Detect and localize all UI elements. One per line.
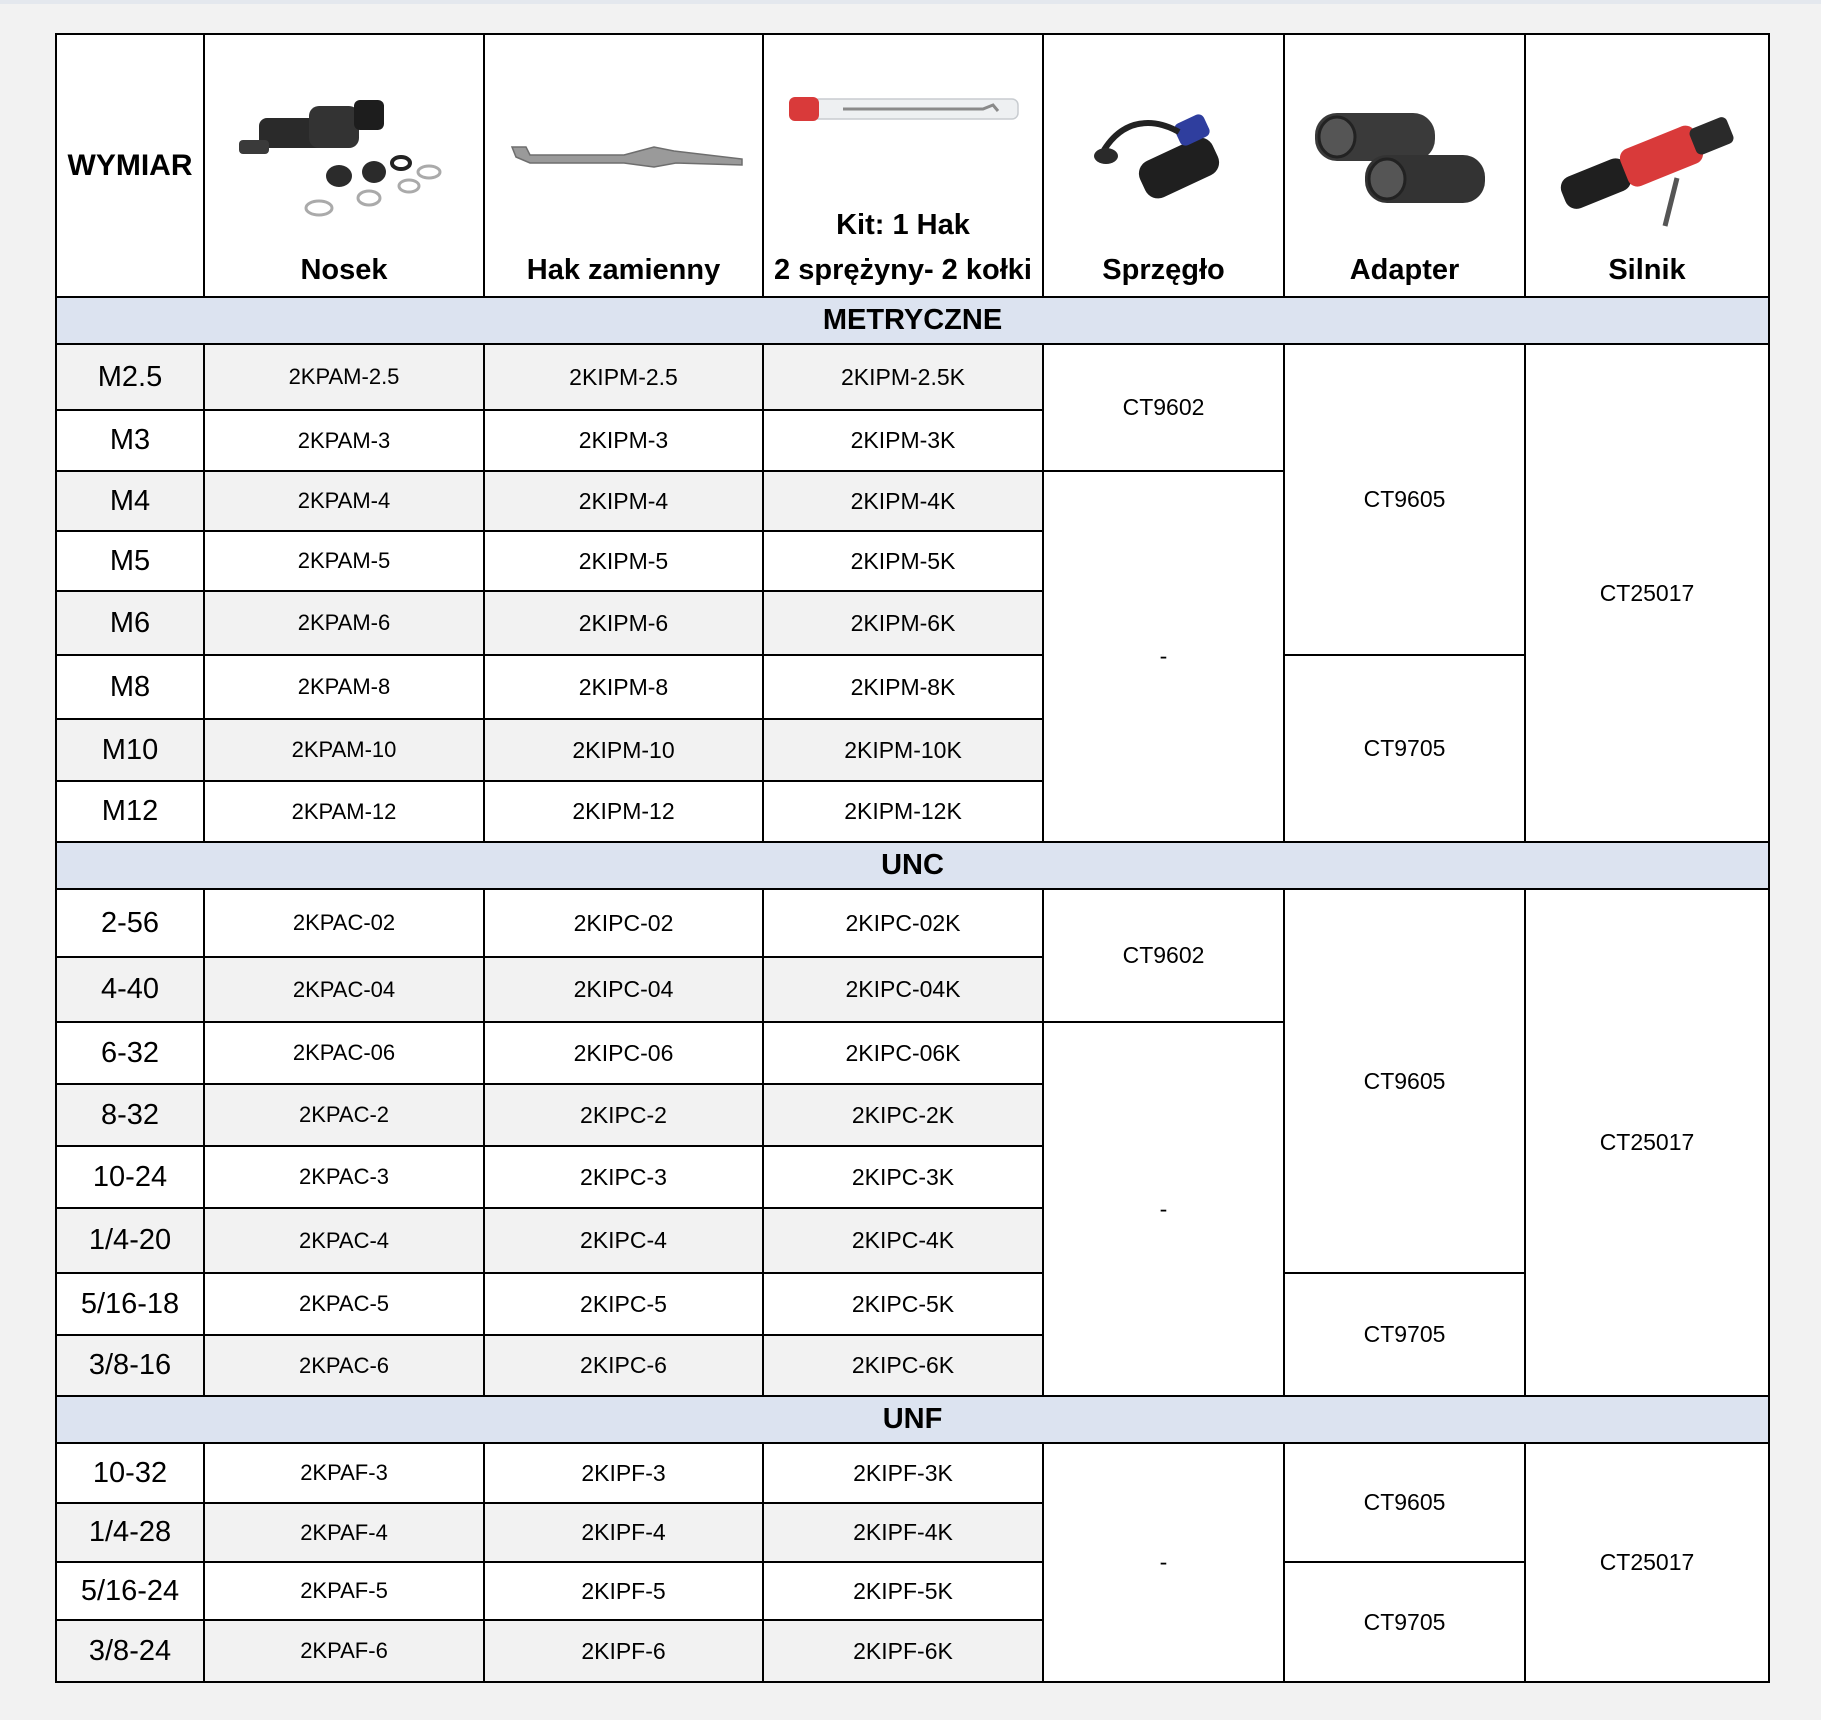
size-cell: 6-32 bbox=[56, 1022, 204, 1084]
motor-cell: CT25017 bbox=[1525, 344, 1769, 842]
nose-cell: 2KPAC-3 bbox=[204, 1146, 484, 1208]
size-cell: M3 bbox=[56, 410, 204, 471]
kit-cell: 2KIPF-4K bbox=[763, 1503, 1043, 1562]
hook-cell: 2KIPC-06 bbox=[484, 1022, 763, 1084]
header-motor bbox=[1525, 34, 1769, 297]
section-title: UNC bbox=[56, 842, 1769, 889]
nose-piece-kit-icon bbox=[229, 88, 459, 238]
adapter-cell: CT9705 bbox=[1284, 655, 1525, 842]
header-coupling-label: Sprzęgło bbox=[1102, 254, 1225, 286]
size-cell: M8 bbox=[56, 655, 204, 719]
size-cell: 4-40 bbox=[56, 957, 204, 1022]
hook-cell: 2KIPM-10 bbox=[484, 719, 763, 781]
size-cell: 1/4-28 bbox=[56, 1503, 204, 1562]
replacement-hook-icon bbox=[504, 133, 744, 193]
hook-cell: 2KIPC-4 bbox=[484, 1208, 763, 1273]
kit-cell: 2KIPC-02K bbox=[763, 889, 1043, 957]
table-row bbox=[56, 1443, 1769, 1503]
hook-cell: 2KIPC-5 bbox=[484, 1273, 763, 1335]
kit-cell: 2KIPM-4K bbox=[763, 471, 1043, 531]
header-row bbox=[56, 34, 1769, 297]
nose-cell: 2KPAC-06 bbox=[204, 1022, 484, 1084]
kit-cell: 2KIPF-3K bbox=[763, 1443, 1043, 1503]
size-cell: M6 bbox=[56, 591, 204, 655]
header-hook-label: Hak zamienny bbox=[526, 254, 721, 286]
hook-cell: 2KIPM-12 bbox=[484, 781, 763, 842]
size-cell: 5/16-24 bbox=[56, 1562, 204, 1620]
kit-cell: 2KIPM-2.5K bbox=[763, 344, 1043, 410]
hook-cell: 2KIPM-5 bbox=[484, 531, 763, 591]
adapter-cell: CT9705 bbox=[1284, 1273, 1525, 1396]
size-cell: 2-56 bbox=[56, 889, 204, 957]
adapter-cell: CT9605 bbox=[1284, 344, 1525, 655]
spring-kit-tube-icon bbox=[783, 91, 1023, 131]
section-row-unc bbox=[56, 842, 1769, 889]
motor-cell: CT25017 bbox=[1525, 1443, 1769, 1682]
kit-cell: 2KIPC-4K bbox=[763, 1208, 1043, 1273]
header-coupling bbox=[1043, 34, 1284, 297]
nose-cell: 2KPAC-4 bbox=[204, 1208, 484, 1273]
header-nose-label: Nosek bbox=[300, 254, 388, 286]
kit-cell: 2KIPM-6K bbox=[763, 591, 1043, 655]
nose-cell: 2KPAM-6 bbox=[204, 591, 484, 655]
kit-cell: 2KIPM-10K bbox=[763, 719, 1043, 781]
adapter-cell: CT9605 bbox=[1284, 1443, 1525, 1562]
nose-cell: 2KPAC-5 bbox=[204, 1273, 484, 1335]
hook-cell: 2KIPF-5 bbox=[484, 1562, 763, 1620]
kit-cell: 2KIPM-3K bbox=[763, 410, 1043, 471]
kit-cell: 2KIPM-12K bbox=[763, 781, 1043, 842]
kit-cell: 2KIPM-5K bbox=[763, 531, 1043, 591]
header-size: WYMIAR bbox=[56, 34, 204, 297]
kit-cell: 2KIPC-6K bbox=[763, 1335, 1043, 1396]
hook-cell: 2KIPM-6 bbox=[484, 591, 763, 655]
size-cell: M4 bbox=[56, 471, 204, 531]
nose-cell: 2KPAF-5 bbox=[204, 1562, 484, 1620]
header-kit bbox=[763, 34, 1043, 297]
hook-cell: 2KIPM-3 bbox=[484, 410, 763, 471]
table-row bbox=[56, 1562, 1769, 1620]
nose-cell: 2KPAF-3 bbox=[204, 1443, 484, 1503]
size-cell: M2.5 bbox=[56, 344, 204, 410]
section-title: UNF bbox=[56, 1396, 1769, 1443]
coupling-cell: - bbox=[1043, 1022, 1284, 1396]
kit-cell: 2KIPC-2K bbox=[763, 1084, 1043, 1146]
table-row bbox=[56, 1273, 1769, 1335]
hook-cell: 2KIPC-04 bbox=[484, 957, 763, 1022]
size-cell: 3/8-16 bbox=[56, 1335, 204, 1396]
kit-cell: 2KIPC-04K bbox=[763, 957, 1043, 1022]
kit-cell: 2KIPC-3K bbox=[763, 1146, 1043, 1208]
header-adapter-label: Adapter bbox=[1349, 254, 1460, 286]
nose-cell: 2KPAF-4 bbox=[204, 1503, 484, 1562]
section-title: METRYCZNE bbox=[56, 297, 1769, 344]
nose-cell: 2KPAM-2.5 bbox=[204, 344, 484, 410]
coupling-cell: - bbox=[1043, 471, 1284, 842]
section-row-metric bbox=[56, 297, 1769, 344]
table-row bbox=[56, 655, 1769, 719]
header-nose bbox=[204, 34, 484, 297]
nose-cell: 2KPAM-3 bbox=[204, 410, 484, 471]
size-cell: 3/8-24 bbox=[56, 1620, 204, 1682]
hook-cell: 2KIPC-2 bbox=[484, 1084, 763, 1146]
nose-cell: 2KPAM-10 bbox=[204, 719, 484, 781]
top-divider bbox=[0, 0, 1821, 4]
coupling-cell: CT9602 bbox=[1043, 889, 1284, 1022]
header-motor-label: Silnik bbox=[1608, 254, 1686, 286]
size-cell: 1/4-20 bbox=[56, 1208, 204, 1273]
header-kit-label-2: 2 sprężyny- 2 kołki bbox=[774, 254, 1032, 286]
kit-cell: 2KIPF-6K bbox=[763, 1620, 1043, 1682]
section-row-unf bbox=[56, 1396, 1769, 1443]
spec-table-container bbox=[55, 33, 1768, 1683]
size-cell: 10-24 bbox=[56, 1146, 204, 1208]
size-cell: M5 bbox=[56, 531, 204, 591]
hook-cell: 2KIPF-6 bbox=[484, 1620, 763, 1682]
nose-cell: 2KPAM-4 bbox=[204, 471, 484, 531]
table-row bbox=[56, 344, 1769, 410]
hook-cell: 2KIPC-02 bbox=[484, 889, 763, 957]
hook-cell: 2KIPC-3 bbox=[484, 1146, 763, 1208]
hook-cell: 2KIPM-2.5 bbox=[484, 344, 763, 410]
nose-cell: 2KPAM-12 bbox=[204, 781, 484, 842]
header-hook bbox=[484, 34, 763, 297]
size-cell: 8-32 bbox=[56, 1084, 204, 1146]
coupling-cell: CT9602 bbox=[1043, 344, 1284, 471]
size-cell: M10 bbox=[56, 719, 204, 781]
nose-cell: 2KPAC-2 bbox=[204, 1084, 484, 1146]
nose-cell: 2KPAC-02 bbox=[204, 889, 484, 957]
header-kit-label-1: Kit: 1 Hak bbox=[836, 209, 970, 241]
kit-cell: 2KIPM-8K bbox=[763, 655, 1043, 719]
nose-cell: 2KPAC-04 bbox=[204, 957, 484, 1022]
coupling-icon bbox=[1084, 98, 1244, 228]
kit-cell: 2KIPC-06K bbox=[763, 1022, 1043, 1084]
coupling-cell: - bbox=[1043, 1443, 1284, 1682]
size-cell: 10-32 bbox=[56, 1443, 204, 1503]
hook-cell: 2KIPM-8 bbox=[484, 655, 763, 719]
nose-cell: 2KPAM-5 bbox=[204, 531, 484, 591]
hook-cell: 2KIPF-4 bbox=[484, 1503, 763, 1562]
hook-cell: 2KIPM-4 bbox=[484, 471, 763, 531]
air-motor-icon bbox=[1547, 98, 1747, 228]
nose-cell: 2KPAF-6 bbox=[204, 1620, 484, 1682]
size-cell: 5/16-18 bbox=[56, 1273, 204, 1335]
hook-cell: 2KIPC-6 bbox=[484, 1335, 763, 1396]
nose-cell: 2KPAM-8 bbox=[204, 655, 484, 719]
spec-table bbox=[55, 33, 1770, 1683]
kit-cell: 2KIPF-5K bbox=[763, 1562, 1043, 1620]
size-cell: M12 bbox=[56, 781, 204, 842]
hook-cell: 2KIPF-3 bbox=[484, 1443, 763, 1503]
adapter-cell: CT9605 bbox=[1284, 889, 1525, 1273]
adapter-cell: CT9705 bbox=[1284, 1562, 1525, 1682]
header-adapter bbox=[1284, 34, 1525, 297]
adapter-icon bbox=[1305, 103, 1505, 223]
motor-cell: CT25017 bbox=[1525, 889, 1769, 1396]
nose-cell: 2KPAC-6 bbox=[204, 1335, 484, 1396]
table-row bbox=[56, 889, 1769, 957]
kit-cell: 2KIPC-5K bbox=[763, 1273, 1043, 1335]
